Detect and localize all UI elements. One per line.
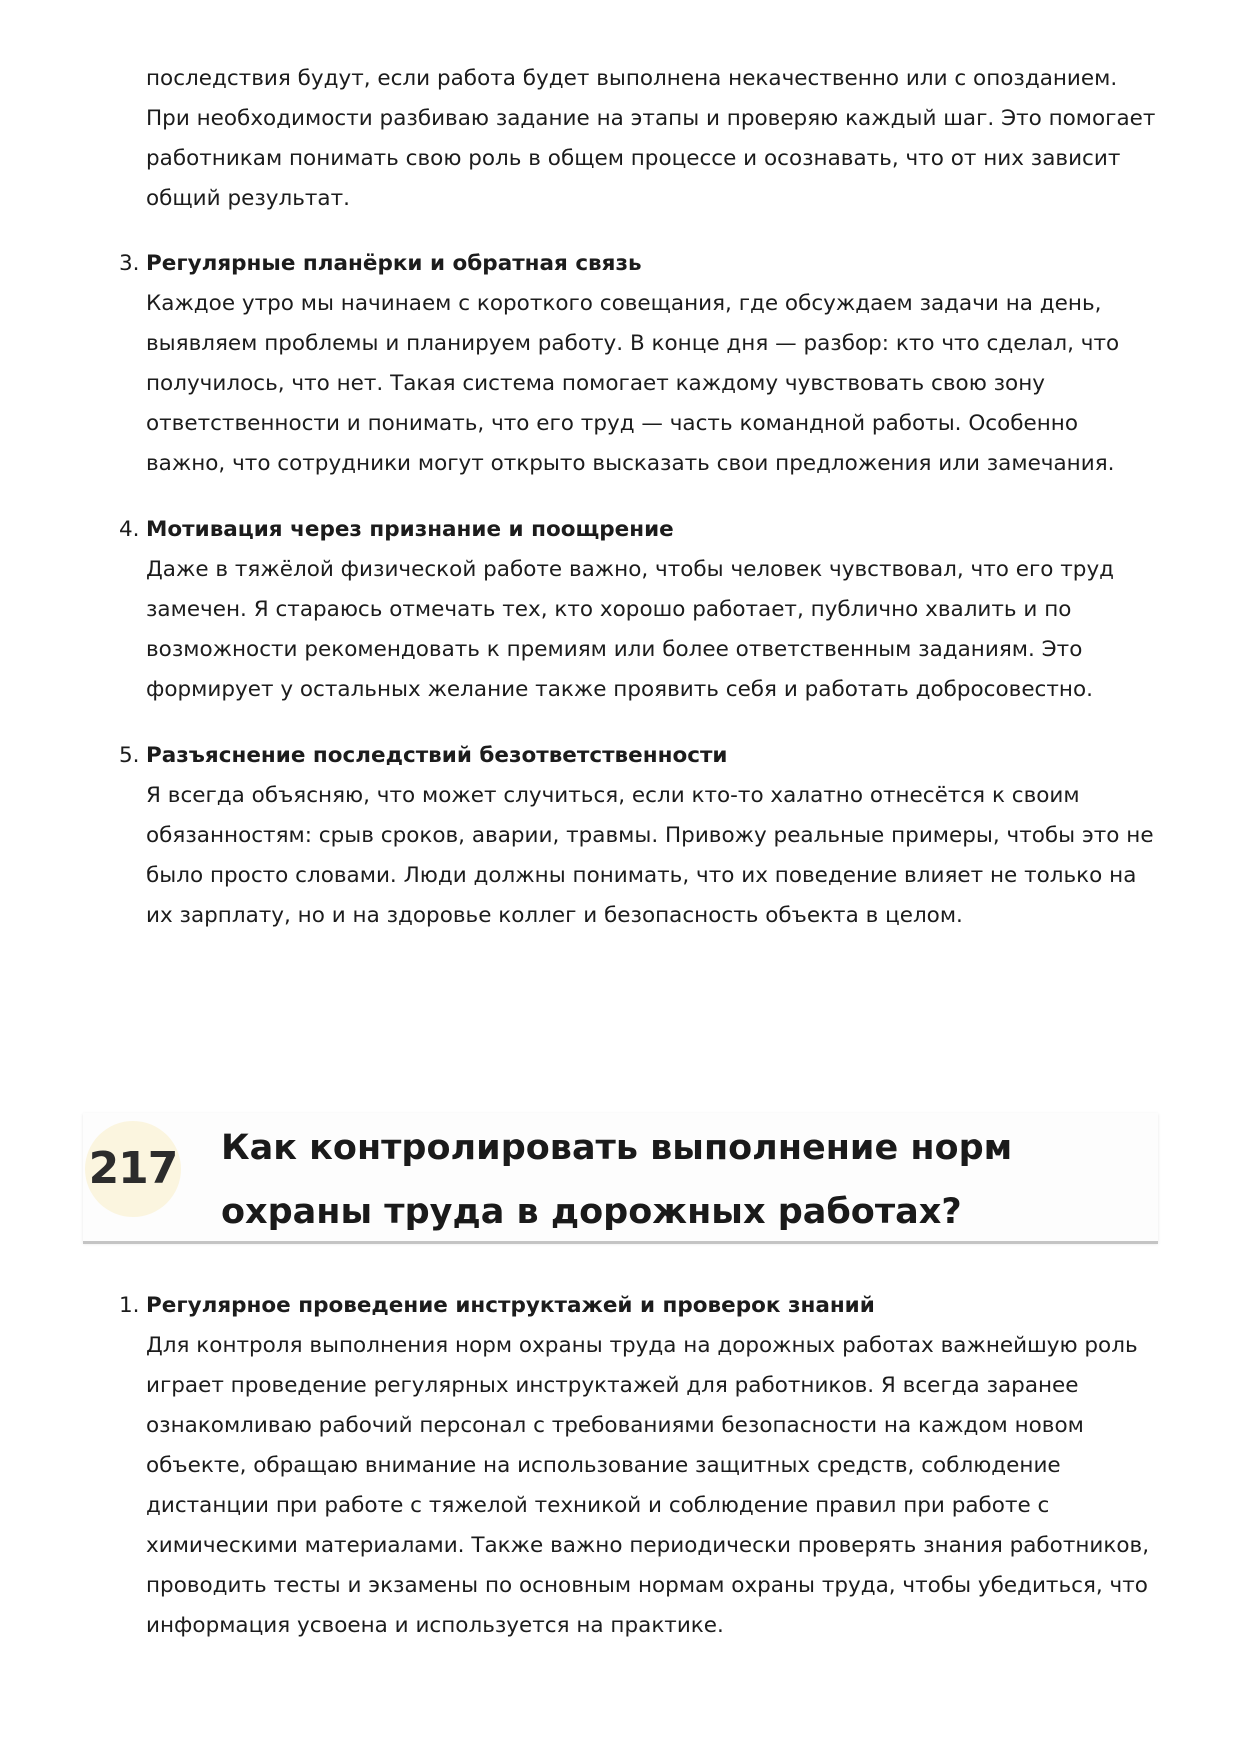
list-item-title: Разъяснение последствий безответственности bbox=[146, 743, 728, 768]
list-item-title: Регулярное проведение инструктажей и проверок знаний bbox=[146, 1293, 875, 1318]
list-item-body: Каждое утро мы начинаем с короткого совещания, где обсуждаем задачи на день, выявляем проблемы и планируем работу. В конце дня — разбор: кто что сделал, что получилось, что нет. Такая система помогает каждому чувствовать свою зону ответственности и понимать, что его труд — часть командной работы. Особенно важно, что сотрудники могут открыто высказать свои предложения или замечания. bbox=[146, 291, 1120, 476]
list-item-body: Даже в тяжёлой физической работе важно, чтобы человек чувствовал, что его труд замечен. Я стараюсь отмечать тех, кто хорошо работает, публично хвалить и по возможности рекомендовать к премиям или более ответственным заданиям. Это формирует у остальных желание также проявить себя и работать добросовестно. bbox=[146, 557, 1115, 702]
list-item-title: Мотивация через признание и поощрение bbox=[146, 517, 674, 542]
list-item-body: Я всегда объясняю, что может случиться, если кто-то халатно отнесётся к своим обязанностям: срыв сроков, аварии, травмы. Привожу реальные примеры, чтобы это не было просто словами. Люди должны понимать, что их поведение влияет не только на их зарплату, но и на здоровье коллег и безопасность объекта в целом. bbox=[146, 783, 1154, 928]
section-title: Как контролировать выполнение норм охраны труда в дорожных работах? bbox=[221, 1128, 1013, 1232]
intro-paragraph: последствия будут, если работа будет выполнена некачественно или с опозданием. При необходимости разбиваю задание на этапы и проверяю каждый шаг. Это помогает работникам понимать свою роль в общем процессе и осознавать, что от них зависит общий результат. bbox=[146, 66, 1156, 211]
list-item-number: 5. bbox=[119, 743, 140, 768]
list-item-title: Регулярные планёрки и обратная связь bbox=[146, 251, 642, 276]
list-item-body: Для контроля выполнения норм охраны труда на дорожных работах важнейшую роль играет проведение регулярных инструктажей для работников. Я всегда заранее ознакомливаю рабочий персонал с требованиями безопасности на каждом новом объекте, обращаю внимание на использование защитных средств, соблюдение дистанции при работе с тяжелой техникой и соблюдение правил при работе с химическими материалами. Также важно периодически проверять знания работников, проводить тесты и экзамены по основным нормам охраны труда, чтобы убедиться, что информация усвоена и используется на практике. bbox=[146, 1333, 1150, 1638]
section-number-badge: 217 bbox=[85, 1121, 181, 1217]
list-item-number: 1. bbox=[119, 1293, 140, 1318]
list-item-number: 4. bbox=[119, 517, 140, 542]
list-item-number: 3. bbox=[119, 251, 140, 276]
